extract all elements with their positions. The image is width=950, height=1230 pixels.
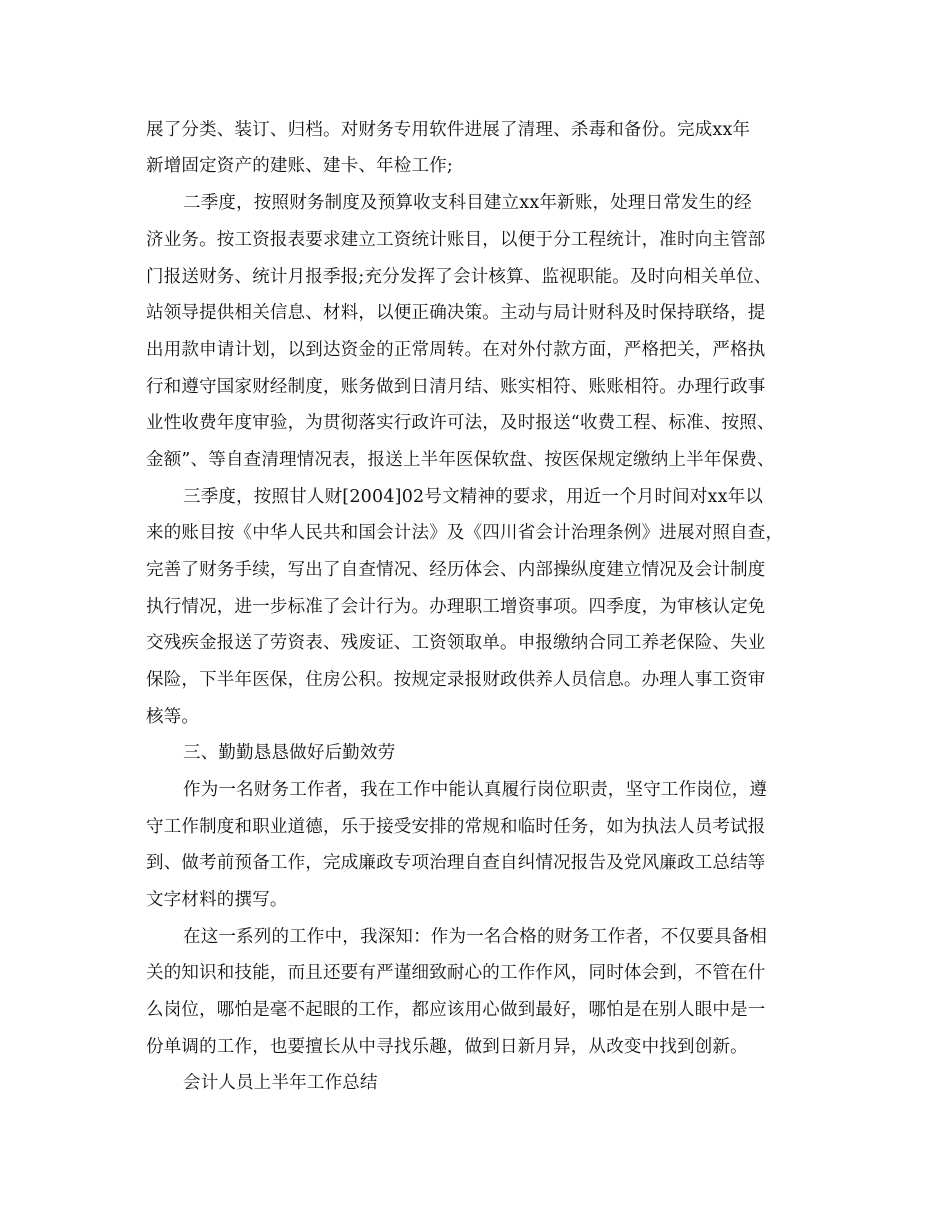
- text-line: 济业务。按工资报表要求建立工资统计账目，以便于分工程统计，准时向主管部: [146, 230, 766, 250]
- text-line: 守工作制度和职业道德，乐于接受安排的常规和临时任务，如为执法人员考试报: [146, 817, 766, 837]
- paragraph-start: 在这一系列的工作中，我深知：作为一名合格的财务工作者，不仅要具备相: [183, 927, 768, 947]
- document-title: 会计人员上半年工作总结: [183, 1073, 378, 1093]
- text-line: 行和遵守国家财经制度，账务做到日清月结、账实相符、账账相符。办理行政事: [146, 377, 766, 397]
- text-line: 出用款申请计划，以到达资金的正常周转。在对外付款方面，严格把关，严格执: [146, 340, 766, 360]
- section-heading: 三、勤勤恳恳做好后勤效劳: [183, 743, 396, 763]
- text-line: 站领导提供相关信息、材料，以便正确决策。主动与局计财科及时保持联络，提: [146, 303, 766, 323]
- text-line: 新增固定资产的建账、建卡、年检工作;: [146, 156, 453, 176]
- text-line: 么岗位，哪怕是毫不起眼的工作，都应该用心做到最好，哪怕是在别人眼中是一: [146, 1000, 766, 1020]
- paragraph-start: 作为一名财务工作者，我在工作中能认真履行岗位职责，坚守工作岗位，遵: [183, 780, 768, 800]
- paragraph-start: 二季度，按照财务制度及预算收支科目建立xx年新账，处理日常发生的经: [183, 193, 752, 213]
- text-line: 核等。: [146, 707, 200, 727]
- text-line: 交残疾金报送了劳资表、残废证、工资领取单。申报缴纳合同工养老保险、失业: [146, 633, 766, 653]
- text-line: 业性收费年度审验，为贯彻落实行政许可法，及时报送“收费工程、标准、按照、: [146, 413, 775, 433]
- text-line: 来的账目按《中华人民共和国会计法》及《四川省会计治理条例》进展对照自查，: [146, 523, 784, 543]
- text-line: 完善了财务手续，写出了自查情况、经历体会、内部操纵度建立情况及会计制度: [146, 560, 766, 580]
- text-line: 执行情况，进一步标准了会计行为。办理职工增资事项。四季度，为审核认定免: [146, 597, 766, 617]
- text-line: 份单调的工作，也要擅长从中寻找乐趣，做到日新月异，从改变中找到创新。: [146, 1037, 748, 1057]
- text-line: 金额”、等自查清理情况表，报送上半年医保软盘、按医保规定缴纳上半年保费、: [146, 450, 775, 470]
- paragraph-start: 三季度，按照甘人财[2004]02号文精神的要求，用近一个月时间对xx年以: [183, 487, 764, 507]
- text-line: 门报送财务、统计月报季报;充分发挥了会计核算、监视职能。及时向相关单位、: [146, 267, 772, 287]
- text-line: 关的知识和技能，而且还要有严谨细致耐心的工作作风，同时体会到，不管在什: [146, 963, 766, 983]
- text-line: 展了分类、装订、归档。对财务专用软件进展了清理、杀毒和备份。完成xx年: [146, 120, 751, 140]
- text-line: 文字材料的撰写。: [146, 890, 288, 910]
- text-line: 到、做考前预备工作，完成廉政专项治理自查自纠情况报告及党风廉政工总结等: [146, 853, 766, 873]
- text-line: 保险，下半年医保，住房公积。按规定录报财政供养人员信息。办理人事工资审: [146, 670, 766, 690]
